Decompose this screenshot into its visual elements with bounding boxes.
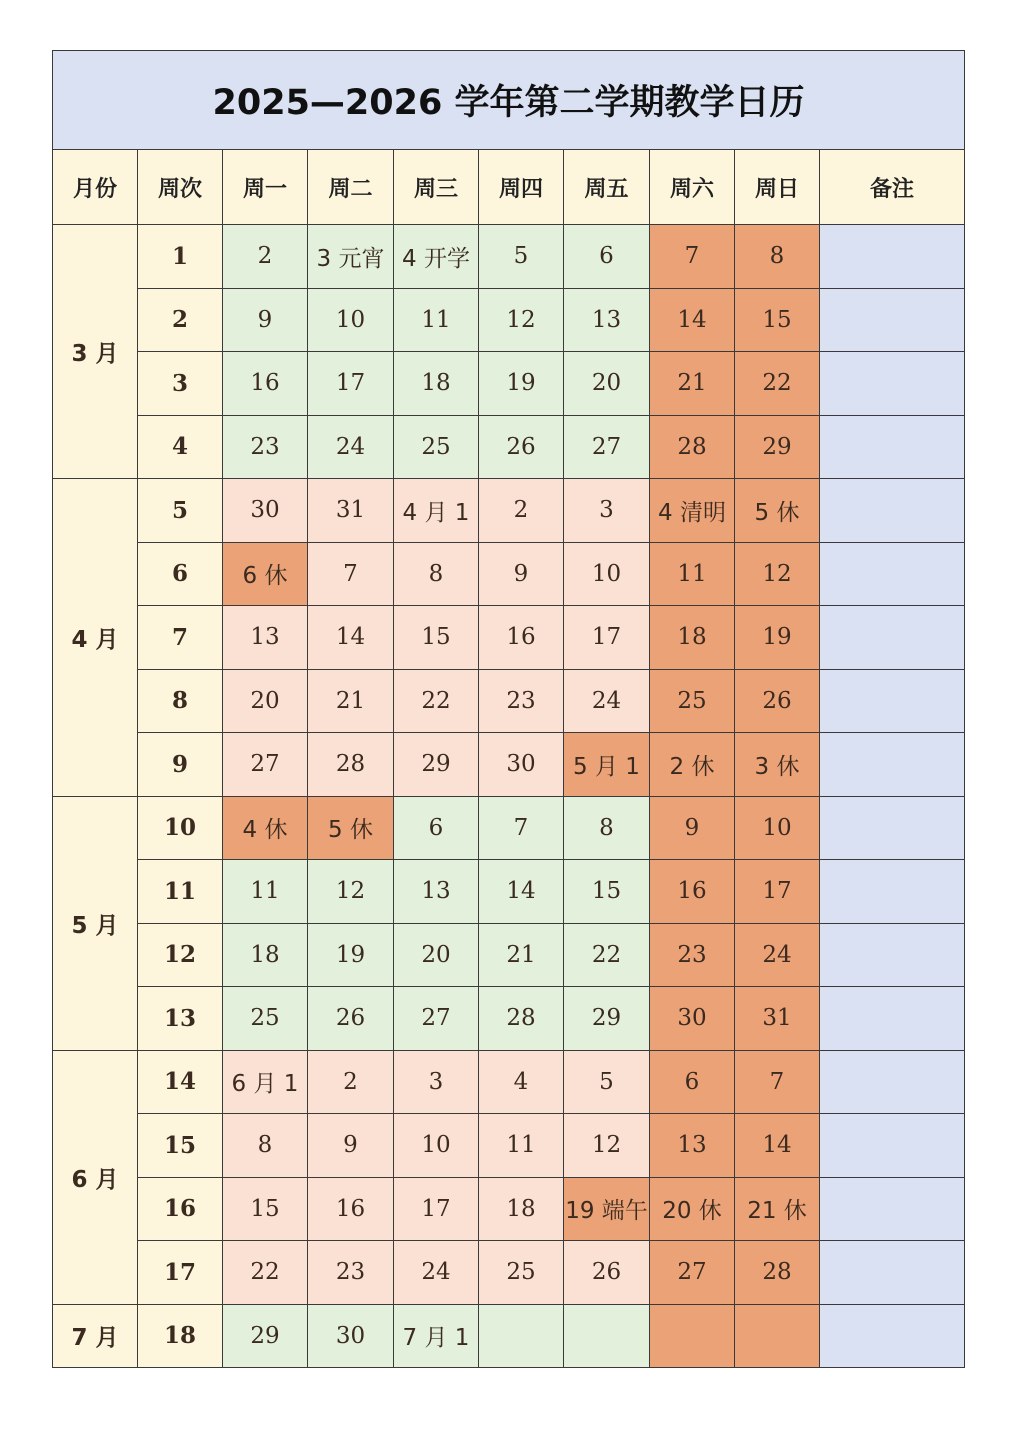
day-cell: 29: [564, 987, 650, 1051]
day-cell: 16: [223, 352, 308, 416]
day-cell: 17: [735, 860, 820, 924]
day-cell: 6 休: [223, 542, 308, 606]
header-saturday: 周六: [650, 150, 735, 225]
week-row: [53, 352, 965, 416]
notes-cell: [820, 415, 965, 479]
week-number: 5: [138, 479, 223, 543]
week-number: 16: [138, 1177, 223, 1241]
day-cell: 15: [735, 288, 820, 352]
day-cell: 19: [735, 606, 820, 670]
day-cell: 5 休: [308, 796, 394, 860]
notes-cell: [820, 860, 965, 924]
notes-cell: [820, 987, 965, 1051]
day-cell: 19: [308, 923, 394, 987]
header-tuesday: 周二: [308, 150, 394, 225]
day-cell: 2: [479, 479, 564, 543]
day-cell: 12: [564, 1114, 650, 1178]
notes-cell: [820, 479, 965, 543]
notes-cell: [820, 923, 965, 987]
day-cell: 7: [735, 1050, 820, 1114]
day-cell: 31: [735, 987, 820, 1051]
day-cell: 29: [735, 415, 820, 479]
day-cell: 21: [479, 923, 564, 987]
day-cell: 14: [650, 288, 735, 352]
day-cell: 7: [308, 542, 394, 606]
week-number: 10: [138, 796, 223, 860]
month-label: 4 月: [53, 479, 138, 797]
day-cell: 15: [223, 1177, 308, 1241]
day-cell: 16: [650, 860, 735, 924]
day-cell: 13: [564, 288, 650, 352]
notes-cell: [820, 1241, 965, 1305]
week-row: [53, 288, 965, 352]
day-cell: 25: [223, 987, 308, 1051]
day-cell: 11: [223, 860, 308, 924]
week-row: [53, 606, 965, 670]
week-row: [53, 987, 965, 1051]
day-cell: 7 月 1: [394, 1304, 479, 1368]
day-cell: 27: [650, 1241, 735, 1305]
week-number: 14: [138, 1050, 223, 1114]
day-cell: 22: [394, 669, 479, 733]
day-cell: 10: [308, 288, 394, 352]
day-cell: 27: [223, 733, 308, 797]
header-month: 月份: [53, 150, 138, 225]
day-cell: 11: [394, 288, 479, 352]
week-number: 8: [138, 669, 223, 733]
day-cell: 13: [394, 860, 479, 924]
day-cell: 25: [479, 1241, 564, 1305]
header-friday: 周五: [564, 150, 650, 225]
week-row: [53, 542, 965, 606]
day-cell: 15: [564, 860, 650, 924]
day-cell: 4 月 1: [394, 479, 479, 543]
day-cell: 28: [479, 987, 564, 1051]
day-cell: 27: [564, 415, 650, 479]
day-cell: 13: [223, 606, 308, 670]
day-cell: 2: [223, 225, 308, 289]
week-row: [53, 225, 965, 289]
week-row: [53, 796, 965, 860]
day-cell: 4 开学: [394, 225, 479, 289]
week-row: [53, 860, 965, 924]
day-cell: 3: [394, 1050, 479, 1114]
week-row: [53, 669, 965, 733]
week-number: 4: [138, 415, 223, 479]
day-cell: 14: [735, 1114, 820, 1178]
calendar-title: 2025—2026 学年第二学期教学日历: [53, 51, 965, 150]
week-row: [53, 415, 965, 479]
day-cell: 23: [308, 1241, 394, 1305]
day-cell: 3 元宵: [308, 225, 394, 289]
day-cell: 5: [479, 225, 564, 289]
header-week: 周次: [138, 150, 223, 225]
day-cell: 10: [564, 542, 650, 606]
notes-cell: [820, 352, 965, 416]
day-cell: 30: [650, 987, 735, 1051]
week-row: [53, 1304, 965, 1368]
day-cell: 8: [394, 542, 479, 606]
day-cell: 6: [650, 1050, 735, 1114]
day-cell: 20: [223, 669, 308, 733]
week-number: 15: [138, 1114, 223, 1178]
day-cell: 24: [735, 923, 820, 987]
day-cell: 19: [479, 352, 564, 416]
day-cell: 13: [650, 1114, 735, 1178]
notes-cell: [820, 796, 965, 860]
day-cell: 3: [564, 479, 650, 543]
day-cell: 12: [308, 860, 394, 924]
day-cell: 22: [223, 1241, 308, 1305]
week-row: [53, 1177, 965, 1241]
day-cell: 26: [308, 987, 394, 1051]
day-cell: 5 月 1: [564, 733, 650, 797]
notes-cell: [820, 1114, 965, 1178]
day-cell: 21 休: [735, 1177, 820, 1241]
day-cell: 6 月 1: [223, 1050, 308, 1114]
day-cell: 23: [479, 669, 564, 733]
day-cell: 21: [650, 352, 735, 416]
week-number: 17: [138, 1241, 223, 1305]
week-number: 2: [138, 288, 223, 352]
day-cell: 5 休: [735, 479, 820, 543]
day-cell: 25: [650, 669, 735, 733]
day-cell: 10: [735, 796, 820, 860]
day-cell: 30: [223, 479, 308, 543]
day-cell: [564, 1304, 650, 1368]
day-cell: 11: [479, 1114, 564, 1178]
day-cell: 26: [479, 415, 564, 479]
day-cell: 25: [394, 415, 479, 479]
week-row: [53, 1114, 965, 1178]
day-cell: 19 端午: [564, 1177, 650, 1241]
day-cell: 10: [394, 1114, 479, 1178]
day-cell: 18: [223, 923, 308, 987]
day-cell: 14: [479, 860, 564, 924]
day-cell: 27: [394, 987, 479, 1051]
day-cell: 4 休: [223, 796, 308, 860]
notes-cell: [820, 542, 965, 606]
day-cell: 17: [564, 606, 650, 670]
week-number: 12: [138, 923, 223, 987]
week-number: 11: [138, 860, 223, 924]
week-number: 7: [138, 606, 223, 670]
month-label: 7 月: [53, 1304, 138, 1368]
day-cell: 26: [564, 1241, 650, 1305]
month-label: 3 月: [53, 225, 138, 479]
month-label: 5 月: [53, 796, 138, 1050]
week-number: 9: [138, 733, 223, 797]
day-cell: 2: [308, 1050, 394, 1114]
week-number: 3: [138, 352, 223, 416]
week-row: [53, 923, 965, 987]
notes-cell: [820, 1304, 965, 1368]
day-cell: 24: [308, 415, 394, 479]
day-cell: 5: [564, 1050, 650, 1114]
notes-cell: [820, 733, 965, 797]
day-cell: 8: [223, 1114, 308, 1178]
header-thursday: 周四: [479, 150, 564, 225]
day-cell: 7: [650, 225, 735, 289]
day-cell: 31: [308, 479, 394, 543]
day-cell: 23: [223, 415, 308, 479]
month-label: 6 月: [53, 1050, 138, 1304]
day-cell: 11: [650, 542, 735, 606]
notes-cell: [820, 606, 965, 670]
week-number: 6: [138, 542, 223, 606]
day-cell: 8: [564, 796, 650, 860]
notes-cell: [820, 1177, 965, 1241]
notes-cell: [820, 1050, 965, 1114]
day-cell: 20 休: [650, 1177, 735, 1241]
week-row: [53, 1050, 965, 1114]
day-cell: 6: [564, 225, 650, 289]
day-cell: 29: [394, 733, 479, 797]
day-cell: 18: [479, 1177, 564, 1241]
day-cell: 26: [735, 669, 820, 733]
day-cell: 20: [564, 352, 650, 416]
day-cell: 9: [308, 1114, 394, 1178]
day-cell: 23: [650, 923, 735, 987]
day-cell: 30: [308, 1304, 394, 1368]
day-cell: 24: [394, 1241, 479, 1305]
day-cell: 9: [223, 288, 308, 352]
teaching-calendar-table: [52, 50, 965, 1368]
day-cell: 16: [308, 1177, 394, 1241]
notes-cell: [820, 669, 965, 733]
day-cell: [650, 1304, 735, 1368]
notes-cell: [820, 225, 965, 289]
day-cell: 9: [650, 796, 735, 860]
day-cell: 21: [308, 669, 394, 733]
day-cell: 18: [394, 352, 479, 416]
week-number: 1: [138, 225, 223, 289]
day-cell: 8: [735, 225, 820, 289]
header-sunday: 周日: [735, 150, 820, 225]
day-cell: 28: [650, 415, 735, 479]
week-number: 13: [138, 987, 223, 1051]
header-wednesday: 周三: [394, 150, 479, 225]
week-row: [53, 1241, 965, 1305]
day-cell: 30: [479, 733, 564, 797]
day-cell: 22: [564, 923, 650, 987]
notes-cell: [820, 288, 965, 352]
day-cell: 12: [735, 542, 820, 606]
day-cell: 2 休: [650, 733, 735, 797]
day-cell: 12: [479, 288, 564, 352]
day-cell: 16: [479, 606, 564, 670]
day-cell: 6: [394, 796, 479, 860]
day-cell: 15: [394, 606, 479, 670]
day-cell: 7: [479, 796, 564, 860]
day-cell: 14: [308, 606, 394, 670]
day-cell: 20: [394, 923, 479, 987]
day-cell: 17: [308, 352, 394, 416]
day-cell: 28: [735, 1241, 820, 1305]
day-cell: 24: [564, 669, 650, 733]
day-cell: 4: [479, 1050, 564, 1114]
week-row: [53, 479, 965, 543]
day-cell: 4 清明: [650, 479, 735, 543]
week-number: 18: [138, 1304, 223, 1368]
day-cell: 28: [308, 733, 394, 797]
day-cell: [735, 1304, 820, 1368]
day-cell: 9: [479, 542, 564, 606]
day-cell: [479, 1304, 564, 1368]
day-cell: 22: [735, 352, 820, 416]
day-cell: 29: [223, 1304, 308, 1368]
header-monday: 周一: [223, 150, 308, 225]
header-notes: 备注: [820, 150, 965, 225]
week-row: [53, 733, 965, 797]
day-cell: 17: [394, 1177, 479, 1241]
day-cell: 3 休: [735, 733, 820, 797]
day-cell: 18: [650, 606, 735, 670]
